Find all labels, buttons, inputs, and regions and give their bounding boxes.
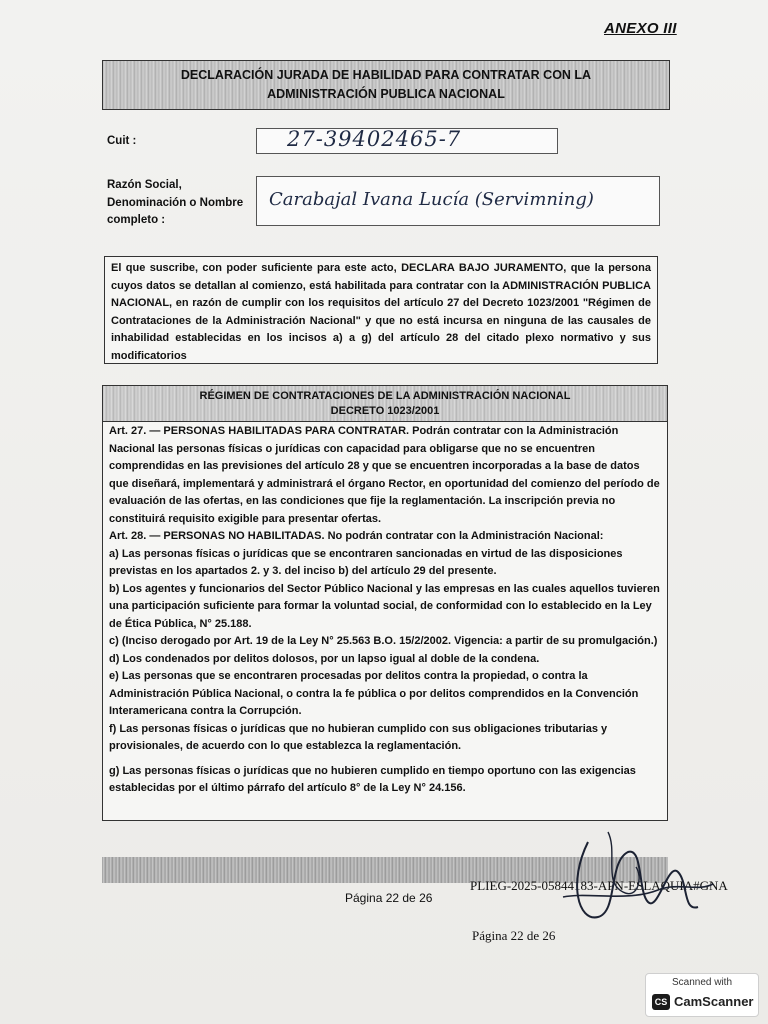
item-g: g) Las personas físicas o jurídicas que no hubieren cumplido en tiempo oportuno con las exigencias establecidas por el último párrafo del artículo 8° de la Ley N° 24.156. [109,764,636,794]
title-line-2: ADMINISTRACIÓN PUBLICA NACIONAL [267,87,505,101]
page-number-1: Página 22 de 26 [345,891,433,905]
watermark-brand: CamScanner [674,994,754,1009]
item-d: d) Los condenados por delitos dolosos, por un lapso igual al doble de la condena. [109,652,540,665]
razon-label-2: Denominación o Nombre [107,197,244,209]
item-b: b) Los agentes y funcionarios del Sector Público Nacional y las empresas en las cuales aquellos tuvieren una participación suficiente para formar la voluntad social, de conformidad con lo establecido en la Ley de Ética Pública, N° 25.188. [109,582,660,630]
document-reference: PLIEG-2025-05844183-APN-ESLAQUIA#GNA [470,878,728,893]
cuit-value: 27-39402465-7 [287,127,462,151]
item-a: a) Las personas físicas o jurídicas que se encontraren sancionadas en virtud de las disposiciones previstas en los apartados 2. y 3. del inciso b) del artículo 29 del presente. [109,547,623,577]
regimen-body [103,422,667,799]
watermark-caption: Scanned with [671,977,733,988]
cuit-label: Cuit : [107,135,137,147]
regimen-header-title: RÉGIMEN DE CONTRATACIONES DE LA ADMINISTRACIÓN NACIONAL [199,389,571,402]
razon-social-field[interactable] [256,176,660,226]
page-number-2: Página 22 de 26 [472,928,556,943]
article-28: Art. 28. — PERSONAS NO HABILITADAS. No podrán contratar con la Administración Nacional: [109,530,604,542]
declaration-box: El que suscribe, con poder suficiente para este acto, DECLARA BAJO JURAMENTO, que la persona cuyos datos se detallan al comienzo, está habilitada para contratar con la ADMINISTRACIÓN PUBLICA NACIONAL, en razón de cumplir con los requisitos del artículo 27 del Decreto 1023/2001 "Régimen de Contrataciones de la Administración Nacional" y que no está incursa en ninguna de las causales de inhabilidad establecidas en los incisos a) a g) del artículo 28 del citado plexo normativo y sus modificatorios [104,256,658,364]
item-c: c) (Inciso derogado por Art. 19 de la Ley N° 25.563 B.O. 15/2/2002. Vigencia: a partir de su promulgación.) [109,635,658,647]
razon-label-3: completo : [107,214,166,226]
camscanner-logo-icon: CS [652,994,670,1010]
razon-label-1: Razón Social, [107,179,182,191]
annex-label: ANEXO III [604,20,677,37]
handwritten-signature [548,822,718,942]
title-banner [102,60,670,110]
item-e: e) Las personas que se encontraren procesadas por delitos contra la propiedad, o contra la Administración Pública Nacional, o contra la fe pública o por delitos comprendidos en la Convención Interamericana contra la Corrupción. [109,670,639,717]
camscanner-watermark [645,973,759,1017]
item-f: f) Las personas físicas o jurídicas que no hubieran cumplido con sus obligaciones tributarias y provisionales, de acuerdo con lo que establezca la reglamentación. [109,722,608,752]
cuit-field[interactable] [256,128,558,154]
title-line-1: DECLARACIÓN JURADA DE HABILIDAD PARA CONTRATAR CON LA [180,68,592,82]
article-27: Art. 27. — PERSONAS HABILITADAS PARA CONTRATAR. Podrán contratar con la Administración Nacional las personas físicas o jurídicas con capacidad para obligarse que no se encuentren comprendidas en las previsiones del artículo 28 y que se encuentren incorporadas a la base de datos que diseñará, implementará y administrará el órgano Rector, en oportunidad del comienzo del período de evaluación de las ofertas, en las condiciones que fije la reglamentación. La inscripción previa no constituirá requisito exigible para presentar ofertas. [109,425,660,525]
regimen-header-decree: DECRETO 1023/2001 [330,404,440,417]
regimen-box [102,385,668,821]
razon-social-value: Carabajal Ivana Lucía (Servimning) [269,189,594,210]
regimen-header [103,386,667,422]
